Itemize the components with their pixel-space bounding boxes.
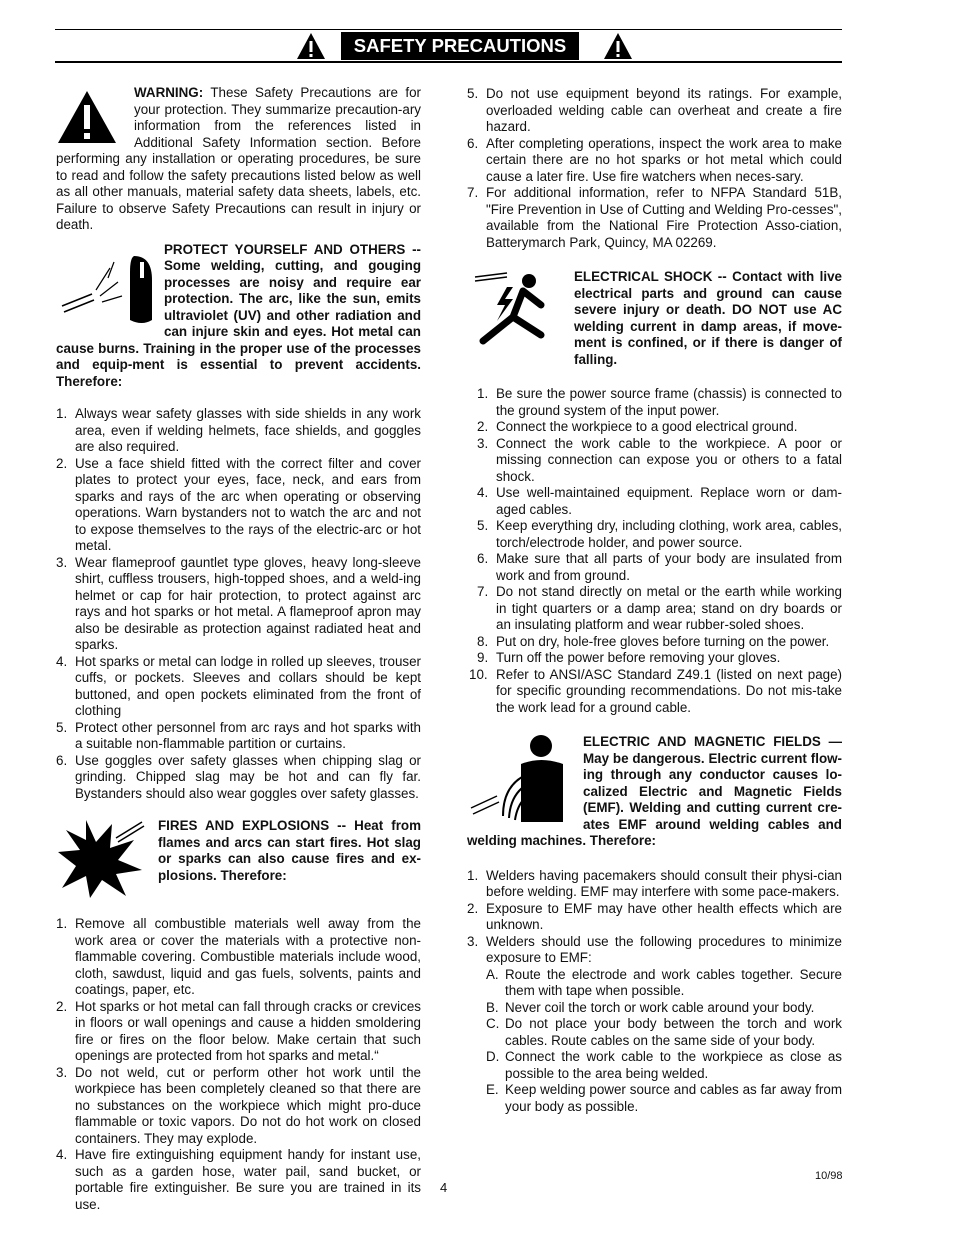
- list-item: A. Route the electrode and work cables together. Secure them with tape when possible.: [486, 966, 842, 998]
- list-item: 1. Remove all combustible materials well away from the work area or cover the materials with a protective non-flammable covering. Combustible materials include wood, cloth, sawdust, liquid and gas fuels, solvents, paints and coatings, paper, etc.: [56, 916, 421, 997]
- warning-triangle-icon: [603, 32, 633, 60]
- list-item: 1. Be sure the power source frame (chassis) is connected to the ground system of the input power.: [477, 386, 842, 418]
- list-item: 2. Exposure to EMF may have other health effects which are unknown.: [467, 900, 842, 932]
- protect-list: [56, 406, 421, 802]
- emf-section: [467, 734, 842, 850]
- list-item: 6. Make sure that all parts of your body are insulated from work and from ground.: [477, 551, 842, 583]
- list-item: 2. Hot sparks or hot metal can fall through cracks or crevices in floors or wall openings and cause a hidden smoldering fire or fires on the floor below. Make certain that such openings are protected from hot sparks and metal.“: [56, 998, 421, 1063]
- emf-welder-icon: [467, 734, 573, 824]
- welder-helmet-icon: [56, 250, 156, 336]
- list-item: D. Connect the work cable to the workpiece as close as possible to the area being welded.: [486, 1049, 842, 1081]
- right-column: [467, 86, 842, 1115]
- list-item: 5. Keep everything dry, including clothing, work area, cables, torch/electrode holder, and power source.: [477, 518, 842, 550]
- warning-triangle-icon: [56, 89, 118, 145]
- left-column: [56, 85, 421, 1213]
- header-rule-bottom: [55, 61, 842, 63]
- list-item: 3. Wear flameproof gauntlet type gloves, heavy long-sleeve shirt, cuffless trousers, high-topped shoes, and a weld-ing helmet or cap for hair protection, to protect against arc rays and hot sparks or hot metal. A flameproof apron may also be desirable as protection against radiated heat and sparks.: [56, 554, 421, 652]
- explosion-icon: [56, 818, 152, 898]
- list-item: 3. Connect the work cable to the workpiece. A poor or missing connection can expose you or others to a fatal shock.: [477, 435, 842, 484]
- warning-section: [56, 85, 421, 234]
- list-item: 3. Do not weld, cut or perform other hot work until the workpiece has been completely cleaned so that there are no substances on the workpiece which might pro-duce flammable or toxic vapors. Do not do hot work on closed containers. They may explode.: [56, 1064, 421, 1146]
- header-rule-top: [55, 29, 842, 30]
- list-item: 3. Welders should use the following procedures to minimize exposure to EMF: A. Route the electrode and work cables together. Secure them with tape when possible. B. Never coil the torch or work cable around your body. C. Do not place your body between the torch and work cables. Route cables on the same side of your body. D. Connect the work cable to the workpiece as close as possible to the area being welded. E. Keep welding power source and cables as far away from your body as possible.: [467, 933, 842, 1114]
- list-item: 6. Use goggles over safety glasses when chipping slag or grinding. Chipped slag may be hot and can fly far. Bystanders should also wear goggles over safety glasses.: [56, 752, 421, 801]
- list-item: 7. For additional information, refer to NFPA Standard 51B, "Fire Prevention in Use of Cutting and Welding Pro-cesses", available from the National Fire Protection Asso-ciation, Batterymarch Park, Quincy, MA 02269.: [467, 185, 842, 250]
- list-item: 2. Use a face shield fitted with the correct filter and cover plates to protect your eyes, face, neck, and ears from sparks and rays of the arc when operating or observing operations. Warn bystanders not to watch the arc and not to expose themselves to the rays of the electric-arc or hot metal.: [56, 455, 421, 553]
- warning-triangle-icon: [296, 32, 326, 60]
- emf-list: [467, 868, 842, 1116]
- revision-date: 10/98: [815, 1170, 843, 1182]
- list-item: 5. Protect other personnel from arc rays and hot sparks with a suitable non-flammable partition or curtains.: [56, 719, 421, 751]
- shock-list: [467, 386, 842, 716]
- fires-list-continued: [467, 86, 842, 251]
- list-item: E. Keep welding power source and cables as far away from your body as possible.: [486, 1082, 842, 1114]
- electric-shock-icon: [467, 269, 563, 353]
- list-item: C. Do not place your body between the torch and work cables. Route cables on the same side of your body.: [486, 1016, 842, 1048]
- shock-section: [467, 269, 842, 368]
- fires-list: [56, 916, 421, 1213]
- list-item: 9. Turn off the power before removing your gloves.: [477, 650, 781, 665]
- list-item: 1. Welders having pacemakers should consult their physi-cian before welding. EMF may interfere with some pace-makers.: [467, 867, 842, 899]
- fires-section: [56, 818, 421, 898]
- emf-sublist: [486, 967, 842, 1116]
- list-item: 4. Hot sparks or metal can lodge in rolled up sleeves, trouser cuffs, or pockets. Sleeves and collars should be kept buttoned, and open pockets eliminated from the front of clothing: [56, 653, 421, 718]
- list-item: 2. Connect the workpiece to a good electrical ground.: [477, 419, 798, 434]
- page-title: SAFETY PRECAUTIONS: [341, 32, 579, 60]
- protect-section: [56, 242, 421, 391]
- list-item: 4. Have fire extinguishing equipment handy for instant use, such as a garden hose, water pail, sand bucket, or portable fire extinguisher. Be sure you are trained in its use.: [56, 1147, 421, 1212]
- list-item: 1. Always wear safety glasses with side shields in any work area, even if welding helmets, face shields, and goggles are also required.: [56, 406, 421, 454]
- page-number: 4: [440, 1180, 448, 1195]
- list-item: 4. Use well-maintained equipment. Replace worn or dam-aged cables.: [477, 485, 842, 517]
- list-item: 7. Do not stand directly on metal or the earth while working in tight quarters or a damp area; stand on dry boards or an insulating platform and wear rubber-soled shoes.: [477, 584, 842, 632]
- list-item: 6. After completing operations, inspect the work area to make certain there are no hot sparks or hot metal which could cause a later fire. Use fire watchers when neces-sary.: [467, 135, 842, 184]
- emf-heading: ELECTRIC AND MAGNETIC FIELDS — May be dangerous. Electric current flow-ing through any conductor causes lo-calized Electric and Magnetic Fields (EMF). Welding and cutting current cre-ates EMF around welding cables and welding machines. Therefore:: [467, 734, 842, 848]
- list-item: 5. Do not use equipment beyond its ratings. For example, overloaded welding cable can overheat and create a fire hazard.: [467, 86, 842, 134]
- warning-text: These Safety Precautions are for your protection. They summarize precaution-ary information from the references listed in Additional Safety Information section. Before performing any installation or operating procedures, be sure to read and follow the safety precautions listed below as well as all other manuals, material safety data sheets, labels, etc. Failure to observe Safety Precautions can result in injury or death.: [56, 85, 421, 232]
- shock-heading: ELECTRICAL SHOCK -- Contact with live electrical parts and ground can cause severe injury or death. DO NOT use AC welding current in damp areas, if move-ment is confined, or if there is danger of falling.: [574, 269, 842, 367]
- warning-label: WARNING:: [134, 85, 204, 100]
- list-item: 8. Put on dry, hole-free gloves before turning on the power.: [477, 633, 830, 649]
- fires-heading: FIRES AND EXPLOSIONS -- Heat from flames and arcs can start fires. Hot slag or sparks can also cause fires and ex-plosions. Therefore:: [158, 818, 421, 883]
- list-item: B. Never coil the torch or work cable around your body.: [486, 999, 815, 1015]
- protect-heading: PROTECT YOURSELF AND OTHERS -- Some welding, cutting, and gouging processes are noisy and require ear protection. The arc, like the sun, emits ultraviolet (UV) and other radiation and can injure skin and eyes. Hot metal can cause burns. Training in the proper use of the processes and equip-ment is essential to prevent accidents. Therefore:: [56, 241, 421, 389]
- list-item: 10. Refer to ANSI/ASC Standard Z49.1 (listed on next page) for specific grounding recommendations. Do not mis-take the work lead for a ground cable.: [469, 666, 842, 715]
